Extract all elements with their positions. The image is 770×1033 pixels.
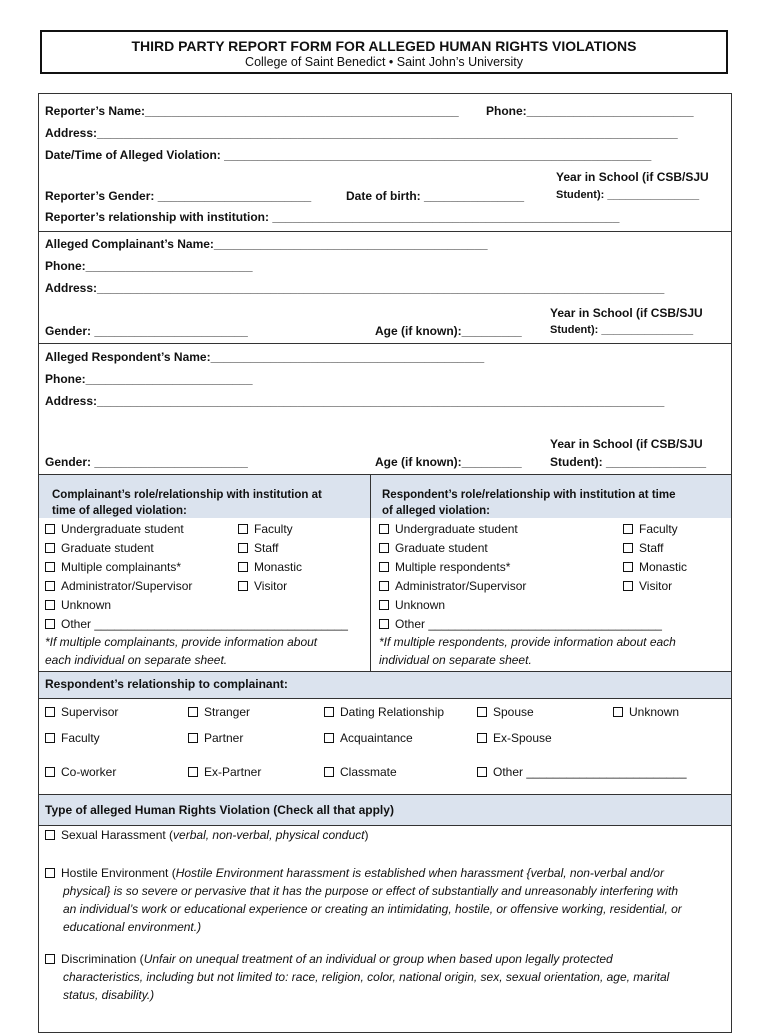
option-dating-relationship[interactable]: Dating Relationship xyxy=(324,705,444,719)
option-multiple-respondents[interactable]: Multiple respondents* xyxy=(379,560,510,574)
option-staff[interactable]: Staff xyxy=(238,541,278,555)
option-visitor[interactable]: Visitor xyxy=(238,579,287,593)
complainant-year-field[interactable]: Student): _______________ xyxy=(550,324,694,336)
checkbox[interactable] xyxy=(623,543,633,553)
checkbox[interactable] xyxy=(188,707,198,717)
checkbox[interactable] xyxy=(45,954,55,964)
option-other[interactable]: Other ______________________________________ xyxy=(45,617,348,631)
complainant-note: *If multiple complainants, provide information about xyxy=(45,635,318,649)
checkbox[interactable] xyxy=(45,600,55,610)
option-co-worker[interactable]: Co-worker xyxy=(45,765,116,779)
checkbox[interactable] xyxy=(45,524,55,534)
divider xyxy=(38,671,732,672)
option-other[interactable]: Other ________________________ xyxy=(477,765,687,779)
checkbox[interactable] xyxy=(623,524,633,534)
option-graduate[interactable]: Graduate student xyxy=(379,541,488,555)
checkbox[interactable] xyxy=(324,707,334,717)
checkbox[interactable] xyxy=(477,733,487,743)
complainant-note-2: each individual on separate sheet. xyxy=(45,653,228,667)
reporter-gender-field[interactable]: Reporter’s Gender: _______________________ xyxy=(45,189,312,203)
option-administrator[interactable]: Administrator/Supervisor xyxy=(379,579,526,593)
relationship-heading: Respondent’s relationship to complainant: xyxy=(45,677,288,691)
checkbox[interactable] xyxy=(623,581,633,591)
complainant-role-heading: Complainant’s role/relationship with institution at xyxy=(52,489,322,501)
divider xyxy=(38,698,732,699)
checkbox[interactable] xyxy=(188,767,198,777)
option-visitor[interactable]: Visitor xyxy=(623,579,672,593)
checkbox[interactable] xyxy=(238,543,248,553)
reporter-relationship-field[interactable]: Reporter’s relationship with institution: ____________________________________________________ xyxy=(45,210,620,224)
complainant-age-field[interactable]: Age (if known):_________ xyxy=(375,324,522,338)
checkbox[interactable] xyxy=(379,600,389,610)
complainant-name-field[interactable]: Alleged Complainant’s Name:_________________________________________ xyxy=(45,237,488,251)
checkbox[interactable] xyxy=(45,707,55,717)
option-classmate[interactable]: Classmate xyxy=(324,765,397,779)
option-other[interactable]: Other ___________________________________ xyxy=(379,617,662,631)
divider xyxy=(38,825,732,826)
checkbox[interactable] xyxy=(324,733,334,743)
divider xyxy=(38,794,732,795)
divider xyxy=(38,474,732,475)
option-undergraduate[interactable]: Undergraduate student xyxy=(45,522,184,536)
divider xyxy=(38,343,732,344)
option-stranger[interactable]: Stranger xyxy=(188,705,250,719)
option-unknown[interactable]: Unknown xyxy=(379,598,445,612)
respondent-role-heading-2: of alleged violation: xyxy=(382,505,490,517)
checkbox[interactable] xyxy=(45,767,55,777)
complainant-gender-field[interactable]: Gender: _______________________ xyxy=(45,324,248,338)
option-staff[interactable]: Staff xyxy=(623,541,663,555)
checkbox[interactable] xyxy=(45,619,55,629)
checkbox[interactable] xyxy=(379,543,389,553)
option-spouse[interactable]: Spouse xyxy=(477,705,534,719)
violation-type-heading: Type of alleged Human Rights Violation (Check all that apply) xyxy=(45,803,394,817)
respondent-age-field[interactable]: Age (if known):_________ xyxy=(375,455,522,469)
respondent-gender-field[interactable]: Gender: _______________________ xyxy=(45,455,248,469)
option-sexual-harassment[interactable]: Sexual Harassment (verbal, non-verbal, physical conduct) xyxy=(45,828,368,842)
checkbox[interactable] xyxy=(45,830,55,840)
option-ex-partner[interactable]: Ex-Partner xyxy=(188,765,261,779)
checkbox[interactable] xyxy=(477,707,487,717)
form-subtitle: College of Saint Benedict • Saint John’s University xyxy=(245,55,523,69)
form-title: THIRD PARTY REPORT FORM FOR ALLEGED HUMAN RIGHTS VIOLATIONS xyxy=(131,38,637,54)
complainant-year-label: Year in School (if CSB/SJU xyxy=(550,306,703,320)
violation-datetime-field[interactable]: Date/Time of Alleged Violation: ________________________________________________________________ xyxy=(45,148,652,162)
complainant-phone-field[interactable]: Phone:_________________________ xyxy=(45,259,253,273)
reporter-year-field[interactable]: Student): _______________ xyxy=(556,189,700,201)
reporter-phone-field[interactable]: Phone:_________________________ xyxy=(486,104,694,118)
option-partner[interactable]: Partner xyxy=(188,731,243,745)
respondent-name-field[interactable]: Alleged Respondent’s Name:_________________________________________ xyxy=(45,350,485,364)
checkbox[interactable] xyxy=(379,562,389,572)
option-discrimination[interactable]: Discrimination (Unfair on unequal treatment of an individual or group when based upon legally protected characteristics, including but not limited to: race, religion, color, national origin, sex, sexual orientation, age, marital status, disability.) xyxy=(45,950,730,1004)
option-faculty[interactable]: Faculty xyxy=(45,731,100,745)
checkbox[interactable] xyxy=(379,619,389,629)
reporter-year-label: Year in School (if CSB/SJU xyxy=(556,170,709,184)
reporter-dob-field[interactable]: Date of birth: _______________ xyxy=(346,189,525,203)
checkbox[interactable] xyxy=(613,707,623,717)
option-monastic[interactable]: Monastic xyxy=(623,560,687,574)
divider xyxy=(38,231,732,232)
option-hostile-environment[interactable]: Hostile Environment (Hostile Environment harassment is established when harassment {verbal, non-verbal and/or physical} is so severe or pervasive that it has the purpose or effect of substantially and unreasonably interfering with an individual’s work or educational experience or creating an intimidating, hostile, or offensive working, residential, or educational environment.) xyxy=(45,864,730,936)
option-undergraduate[interactable]: Undergraduate student xyxy=(379,522,518,536)
checkbox[interactable] xyxy=(45,581,55,591)
complainant-role-heading-2: time of alleged violation: xyxy=(52,505,187,517)
form-title-box xyxy=(40,30,728,74)
checkbox[interactable] xyxy=(188,733,198,743)
option-acquaintance[interactable]: Acquaintance xyxy=(324,731,413,745)
checkbox[interactable] xyxy=(477,767,487,777)
option-faculty[interactable]: Faculty xyxy=(238,522,293,536)
option-graduate[interactable]: Graduate student xyxy=(45,541,154,555)
option-faculty[interactable]: Faculty xyxy=(623,522,678,536)
checkbox[interactable] xyxy=(623,562,633,572)
reporter-address-field[interactable]: Address:_______________________________________________________________________________________ xyxy=(45,126,678,140)
checkbox[interactable] xyxy=(45,868,55,878)
reporter-name-field[interactable]: Reporter’s Name:_______________________________________________ xyxy=(45,104,459,118)
checkbox[interactable] xyxy=(45,562,55,572)
respondent-note: *If multiple respondents, provide information about each xyxy=(379,635,676,649)
checkbox[interactable] xyxy=(45,733,55,743)
respondent-phone-field[interactable]: Phone:_________________________ xyxy=(45,372,253,386)
respondent-role-heading: Respondent’s role/relationship with institution at time xyxy=(382,489,676,501)
option-unknown[interactable]: Unknown xyxy=(613,705,679,719)
option-monastic[interactable]: Monastic xyxy=(238,560,302,574)
respondent-year-label: Year in School (if CSB/SJU xyxy=(550,437,703,451)
checkbox[interactable] xyxy=(324,767,334,777)
checkbox[interactable] xyxy=(238,524,248,534)
respondent-year-field[interactable]: Student): _______________ xyxy=(550,455,707,469)
option-multiple-complainants[interactable]: Multiple complainants* xyxy=(45,560,181,574)
respondent-note-2: individual on separate sheet. xyxy=(379,653,532,667)
complainant-address-field[interactable]: Address:_____________________________________________________________________________________ xyxy=(45,281,665,295)
checkbox[interactable] xyxy=(379,581,389,591)
option-administrator[interactable]: Administrator/Supervisor xyxy=(45,579,192,593)
checkbox[interactable] xyxy=(238,562,248,572)
option-unknown[interactable]: Unknown xyxy=(45,598,111,612)
option-supervisor[interactable]: Supervisor xyxy=(45,705,118,719)
role-column-divider xyxy=(370,474,371,671)
checkbox[interactable] xyxy=(45,543,55,553)
checkbox[interactable] xyxy=(238,581,248,591)
option-ex-spouse[interactable]: Ex-Spouse xyxy=(477,731,552,745)
checkbox[interactable] xyxy=(379,524,389,534)
respondent-address-field[interactable]: Address:_____________________________________________________________________________________ xyxy=(45,394,665,408)
